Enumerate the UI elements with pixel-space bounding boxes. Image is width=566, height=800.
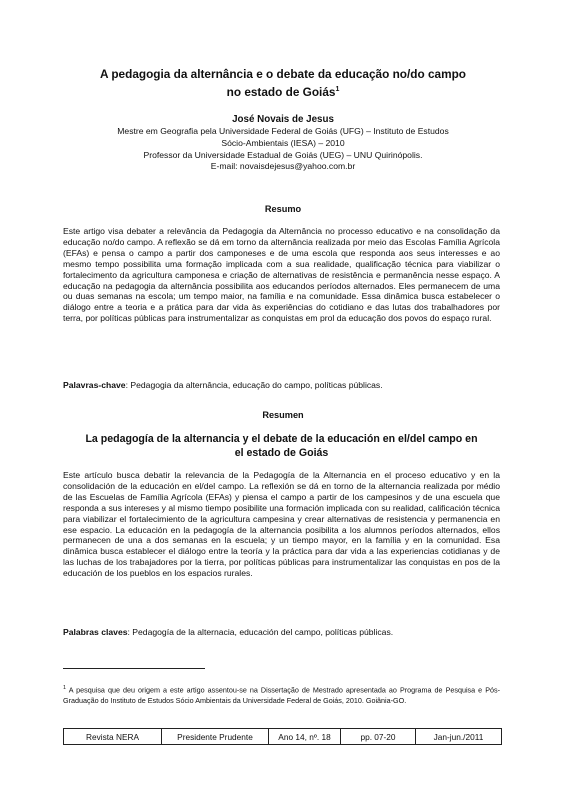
- footnote: [63, 683, 500, 706]
- resumen-text: Este artículo busca debatir la relevancia de la Pedagogía de la Alternancia en el proceso educativo y en la consolidación de la educación en el/del campo. La reflexión se dá en torno de la alternancia realizada por médio de las Escuelas de Família Agrícola (EFAs) y piensa el campo a partir de los campesinos y de una escuela que responda a sus intereses y al mismo tiempo posibilite una formación implicada con su realidad, calificación técnica para viabilizar el fortalecimiento de la agricultura campesina y crear alternativas de resistencia y permanencia en ese espacio. La educación en la pedagogía de la alternancia posibilita a los alumnos períodos alternados, ellos permanecen de una a dos semanas en la escuela; y un tiempo mayor, en la família y en la comunidad. Esa dinâmica busca establecer el diálogo entre la teoría y la práctica para dar vida a las experiencias cotidianas y de las luchas de los trabajadores por la tierra, por políticas públicas para instrumentalizar las conquistas en pos de la educación de los pueblos en los espacios rurales.: [63, 470, 500, 579]
- article-title-line-2: no estado de Goiás: [226, 84, 336, 99]
- resumo-heading: Resumo: [264, 204, 302, 214]
- journal-footer: [63, 728, 502, 745]
- palavras-chave-list: : Pedagogia da alternância, educação do campo, políticas públicas.: [125, 380, 383, 390]
- footer-city: Presidente Prudente: [162, 729, 269, 744]
- affiliation-line: Professor da Universidade Estadual de Goiás (UEG) – UNU Quirinópolis.: [143, 149, 423, 160]
- author-email: E-mail: novaisdejesus@yahoo.com.br: [210, 161, 356, 172]
- palabras-claves-label: Palabras claves: [63, 627, 128, 637]
- palabras-claves-list: : Pedagogía de la alternacia, educación del campo, políticas públicas.: [127, 627, 394, 637]
- spanish-title-line-2: el estado de Goiás: [234, 447, 329, 459]
- article-title-line-1: A pedagogia da alternância e o debate da educação no/do campo: [99, 67, 466, 81]
- footer-journal: Revista NERA: [64, 729, 162, 744]
- footer-date: Jan-jun./2011: [433, 731, 484, 742]
- palabras-claves: [63, 627, 500, 638]
- title-footnote-mark: 1: [335, 86, 340, 93]
- footnote-text: A pesquisa que deu origem a este artigo assentou-se na Dissertação de Mestrado apresentada ao Programa de Pesquisa e Pós-Graduação do Instituto de Estudos Sócio Ambientais da Universidade Federal de Goiás, 2010. Goiânia-GO.: [63, 685, 500, 705]
- affiliation-line: Sócio-Ambientais (IESA) – 2010: [221, 137, 345, 148]
- spanish-title-line-1: La pedagogía de la alternancia y el debate de la educación en el/del campo en: [85, 433, 478, 445]
- affiliation-line: Mestre em Geografia pela Universidade Federal de Goiás (UFG) – Instituto de Estudos: [117, 126, 449, 136]
- resumen-heading: Resumen: [262, 410, 304, 420]
- palavras-chave-label: Palavras-chave: [63, 380, 126, 390]
- author-name: José Novais de Jesus: [232, 114, 334, 125]
- footnote-mark: 1: [63, 685, 67, 691]
- article-title: [40, 67, 526, 100]
- resumo-text: Este artigo visa debater a relevância da Pedagogia da Alternância no processo educativo e na consolidação da educação no/do campo. A reflexão se dá em torno da alternância realizada por meio das Escolas Família Agrícola (EFAs) e pensa o campo a partir dos camponeses e de uma escola que responda aos seus interesses e ao mesmo tempo possibilita uma formação implicada com a sua realidade, qualificação técnica para viabilizar o fortalecimento da agricultura camponesa e criação de alternativas de resistência e permanência nesse espaço. A educação na pedagogia da alternância possibilita aos educandos períodos alternados. Eles permanecem de uma ou duas semanas na escola; um tempo maior, na família e na comunidade. Essa dinâmica busca estabelecer o diálogo entre a teoria e a prática para dar vida às experiências do cotidiano e das lutas dos trabalhadores por terra, por políticas públicas para instrumentalizar as conquistas em prol da educação dos povos do espaço rural.: [63, 226, 500, 324]
- spanish-title: [63, 432, 500, 460]
- footer-pages: pp. 07-20: [341, 729, 416, 744]
- palavras-chave: [63, 380, 500, 391]
- footer-volume: Ano 14, nº. 18: [269, 729, 341, 744]
- footnote-divider: [63, 668, 205, 669]
- author-affiliation: [40, 126, 526, 173]
